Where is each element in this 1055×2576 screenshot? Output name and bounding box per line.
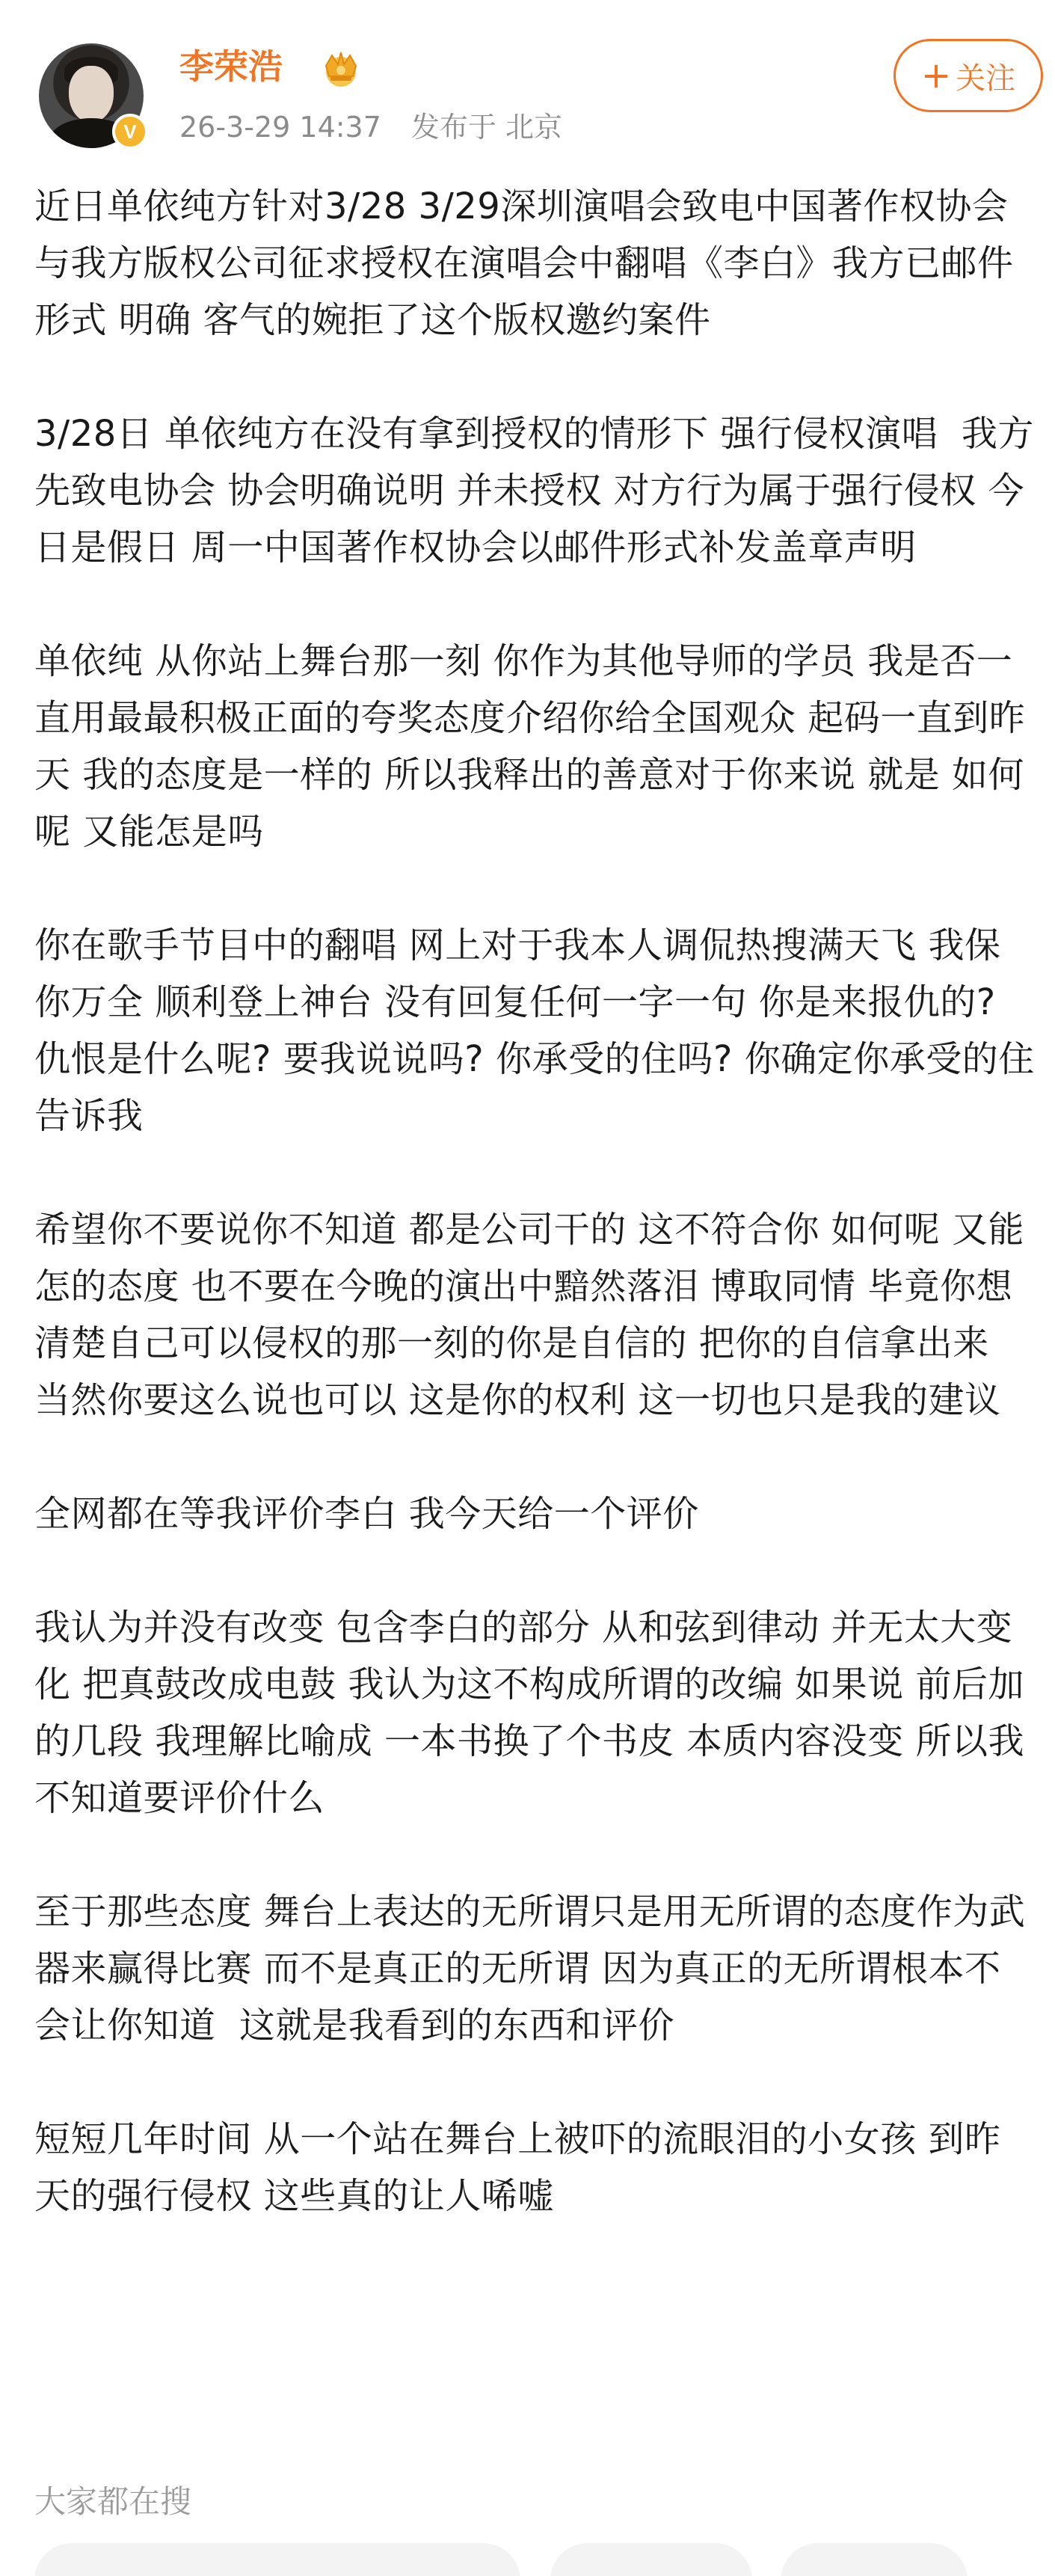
post-meta <box>179 111 562 145</box>
post-paragraph: 希望你不要说你不知道 都是公司干的 这不符合你 如何呢 又能怎的态度 也不要在今晚的演出中黯然落泪 博取同情 毕竟你想清楚自己可以侵权的那一刻的你是自信的 把你的自信拿出来 当然你要这么说也可以 这是你的权利 这一切也只是我的建议 <box>34 1209 1025 1421</box>
post-time: 26-3-29 14:37 <box>179 111 381 144</box>
post-paragraph: 短短几年时间 从一个站在舞台上被吓的流眼泪的小女孩 到昨天的强行侵权 这些真的让人唏嘘 <box>34 2118 1001 2217</box>
search-section-title: 大家都在搜 <box>34 2483 192 2520</box>
author-name[interactable]: 李荣浩 <box>179 46 283 87</box>
search-chips <box>34 2543 1055 2576</box>
post-paragraph: 全网都在等我评价李白 我今天给一个评价 <box>34 1493 699 1535</box>
post-paragraph: 近日单依纯方针对3/28 3/29深圳演唱会致电中国著作权协会与我方版权公司征求授权在演唱会中翻唱《李白》我方已邮件形式 明确 客气的婉拒了这个版权邀约案件 <box>34 185 1014 341</box>
post-source: 发布于 北京 <box>410 111 562 144</box>
follow-label: 关注 <box>956 61 1016 96</box>
post-content <box>34 178 1036 2281</box>
plus-icon: + <box>920 55 952 96</box>
post-paragraph: 3/28日 单依纯方在没有拿到授权的情形下 强行侵权演唱 我方先致电协会 协会明确说明 并未授权 对方行为属于强行侵权 今日是假日 周一中国著作权协会以邮件形式补发盖章声明 <box>34 413 1034 568</box>
post-paragraph: 你在歌手节目中的翻唱 网上对于我本人调侃热搜满天飞 我保你万全 顺利登上神台 没有回复任何一字一句 你是来报仇的? 仇恨是什么呢? 要我说说吗? 你承受的住吗? 你确定你承受的住告诉我 <box>34 924 1035 1137</box>
post-header <box>0 0 1055 172</box>
follow-button[interactable] <box>893 39 1043 112</box>
verified-badge-icon: V <box>112 114 148 150</box>
post-paragraph: 单依纯 从你站上舞台那一刻 你作为其他导师的学员 我是否一直用最最积极正面的夸奖态度介绍你给全国观众 起码一直到昨天 我的态度是一样的 所以我释出的善意对于你来说 就是 如何呢 又能怎是吗 <box>34 640 1026 853</box>
avatar-face <box>69 66 114 123</box>
post-paragraph: 我认为并没有改变 包含李白的部分 从和弦到律动 并无太大变化 把真鼓改成电鼓 我认为这不构成所谓的改编 如果说 前后加的几段 我理解比喻成 一本书换了个书皮 本质内容没变 所以我不知道要评价什么 <box>34 1607 1025 1819</box>
search-chip[interactable] <box>550 2543 752 2576</box>
post-paragraph: 至于那些态度 舞台上表达的无所谓只是用无所谓的态度作为武器来赢得比赛 而不是真正的无所谓 因为真正的无所谓根本不会让你知道 这就是我看到的东西和评价 <box>34 1891 1026 2046</box>
search-chip[interactable] <box>34 2543 520 2576</box>
search-chip[interactable] <box>781 2543 968 2576</box>
crown-icon <box>317 49 365 88</box>
